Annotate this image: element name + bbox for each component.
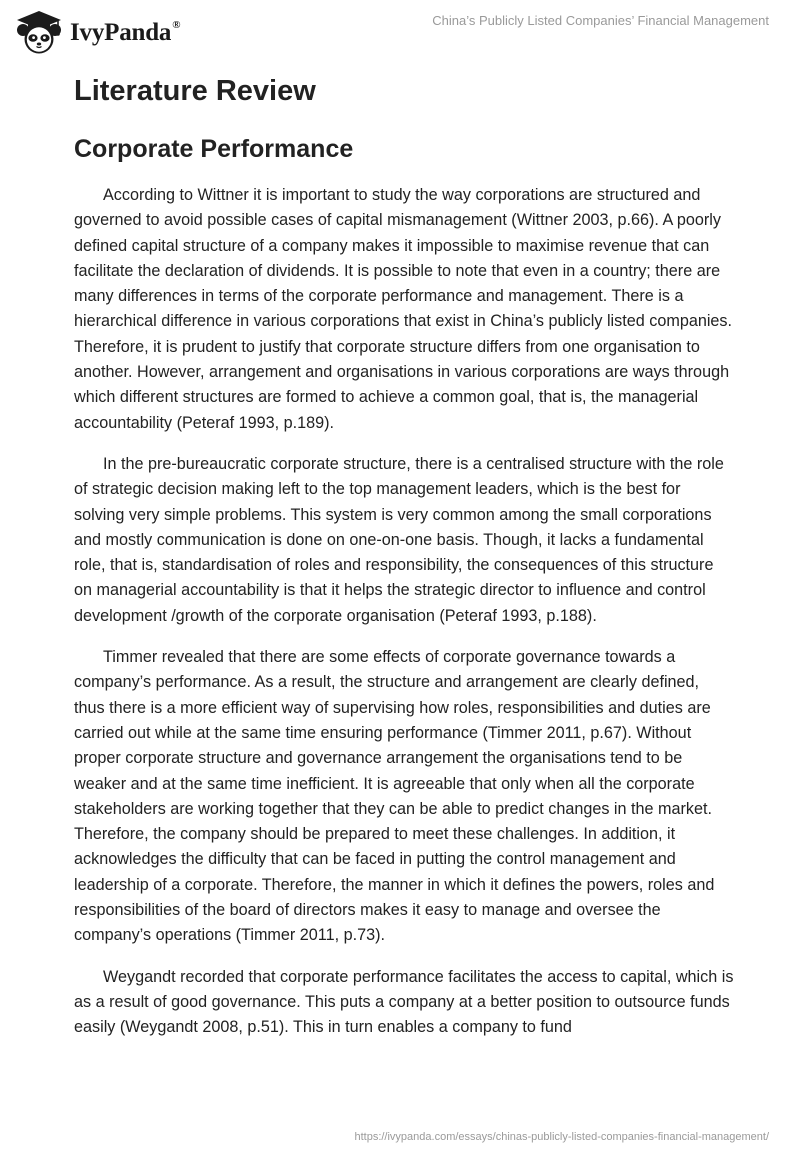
paragraph: In the pre-bureaucratic corporate structure, there is a centralised structure with the role of strategic decision making left to the top management leaders, which is the best for solving very simple problems. This system is very common among the small corporations and mostly communication is done on one-on-one basis. Though, it lacks a fundamental role, that is, standardisation of roles and responsibility, the consequences of this structure on managerial accountability is that it helps the strategic director to influence and control development /growth of the corporate organisation (Peteraf 1993, p.188).: [74, 454, 724, 625]
source-url[interactable]: https://ivypanda.com/essays/chinas-publicly-listed-companies-financial-management/: [354, 1131, 769, 1143]
section-heading: Literature Review: [74, 75, 316, 107]
subsection-heading: Corporate Performance: [74, 135, 354, 163]
article-body: [74, 183, 734, 1057]
registered-mark: ®: [172, 18, 181, 31]
logo-wordmark: IvyPanda: [70, 19, 172, 46]
logo-text: [70, 19, 180, 47]
document-title: China’s Publicly Listed Companies’ Financial Management: [432, 13, 769, 28]
paragraph: Weygandt recorded that corporate performance facilitates the access to capital, which is as a result of good governance. This puts a company at a better position to outsource funds easily (Weygandt 2008, p.51). This in turn enables a company to fund: [74, 967, 734, 1037]
paragraph: According to Wittner it is important to study the way corporations are structured and governed to avoid possible cases of capital mismanagement (Wittner 2003, p.66). A poorly defined capital structure of a company makes it impossible to maximise revenue that can facilitate the declaration of dividends. It is possible to note that even in a country; there are many differences in terms of the corporate performance and management. There is a hierarchical difference in various corporations that exist in China’s publicly listed companies. Therefore, it is prudent to justify that corporate structure differs from one organisation to another. However, arrangement and organisations in various corporations are ways through which different structures are formed to achieve a common goal, that is, the managerial accountability (Peteraf 1993, p.189).: [74, 186, 733, 432]
paragraph: Timmer revealed that there are some effects of corporate governance towards a company’s performance. As a result, the structure and arrangement are clearly defined, thus there is a more efficient way of supervising how roles, responsibilities and duties are carried out while at the same time ensuring performance (Timmer 2011, p.67). Without proper corporate structure and governance arrangement the organisations tend to be weaker and at the same time inefficient. It is agreeable that only when all the corporate stakeholders are working together that they can be able to predict changes in the market. Therefore, the company should be prepared to meet these challenges. In addition, it acknowledges the difficulty that can be faced in putting the control management and leadership of a corporate. Therefore, the manner in which it defines the powers, roles and responsibilities of the board of directors makes it easy to manage and oversee the company’s operations (Timmer 2011, p.73).: [74, 648, 715, 945]
ivypanda-logo[interactable]: [14, 9, 180, 55]
panda-graduate-icon: [14, 9, 64, 55]
page-header: [0, 0, 800, 60]
